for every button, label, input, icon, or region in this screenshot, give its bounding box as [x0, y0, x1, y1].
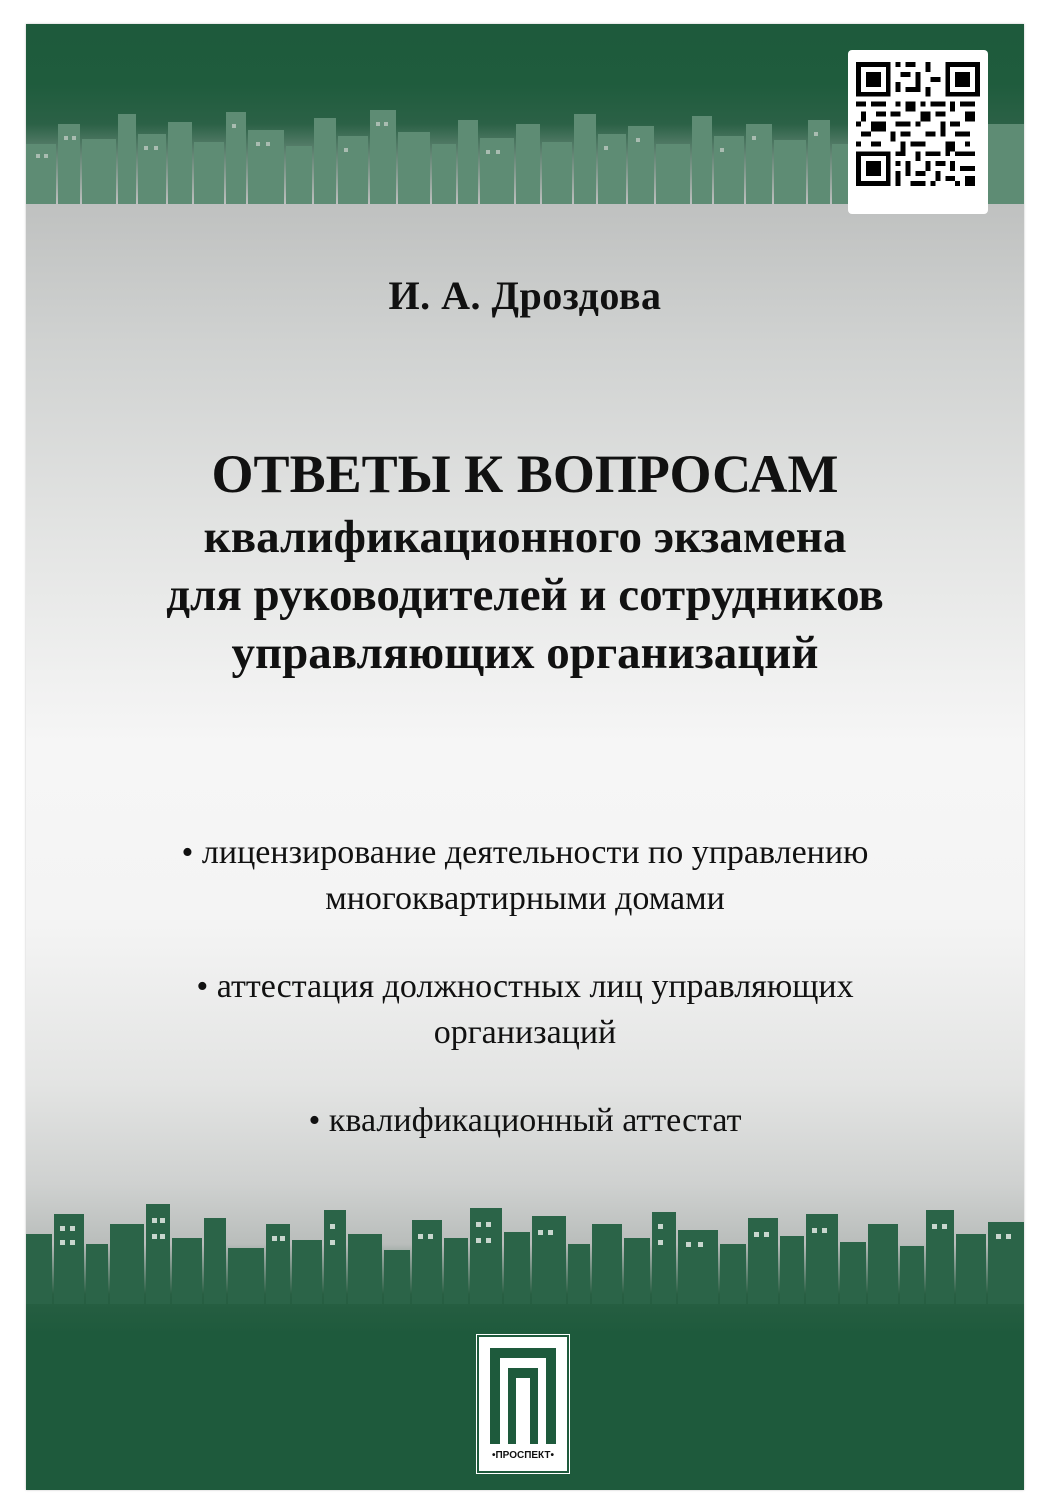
book-subtitle-line-1: квалификационного экзамена — [203, 511, 847, 563]
bullet-certificate: • квалификационный аттестат — [308, 1102, 742, 1139]
bullet-attestation-line-2: организаций — [433, 1014, 617, 1051]
book-subtitle-line-3: управляющих организаций — [231, 627, 819, 679]
publisher-name: •ПРОСПЕКТ• — [491, 1450, 555, 1461]
qr-code[interactable] — [848, 50, 988, 214]
publisher-logo — [476, 1334, 570, 1474]
book-title: ОТВЕТЫ К ВОПРОСАМ — [211, 444, 839, 504]
book-cover — [26, 24, 1024, 1490]
skyline-bottom — [26, 1194, 1024, 1304]
qr-code-icon — [856, 62, 980, 186]
bullet-attestation-line-1: • аттестация должностных лиц управляющих — [196, 968, 854, 1005]
book-subtitle-line-2: для руководителей и сотрудников — [166, 569, 884, 621]
author-name: И. А. Дроздова — [388, 273, 662, 318]
bullet-licensing-line-2: многоквартирными домами — [325, 880, 725, 917]
bullet-licensing-line-1: • лицензирование деятельности по управлению — [181, 834, 869, 871]
